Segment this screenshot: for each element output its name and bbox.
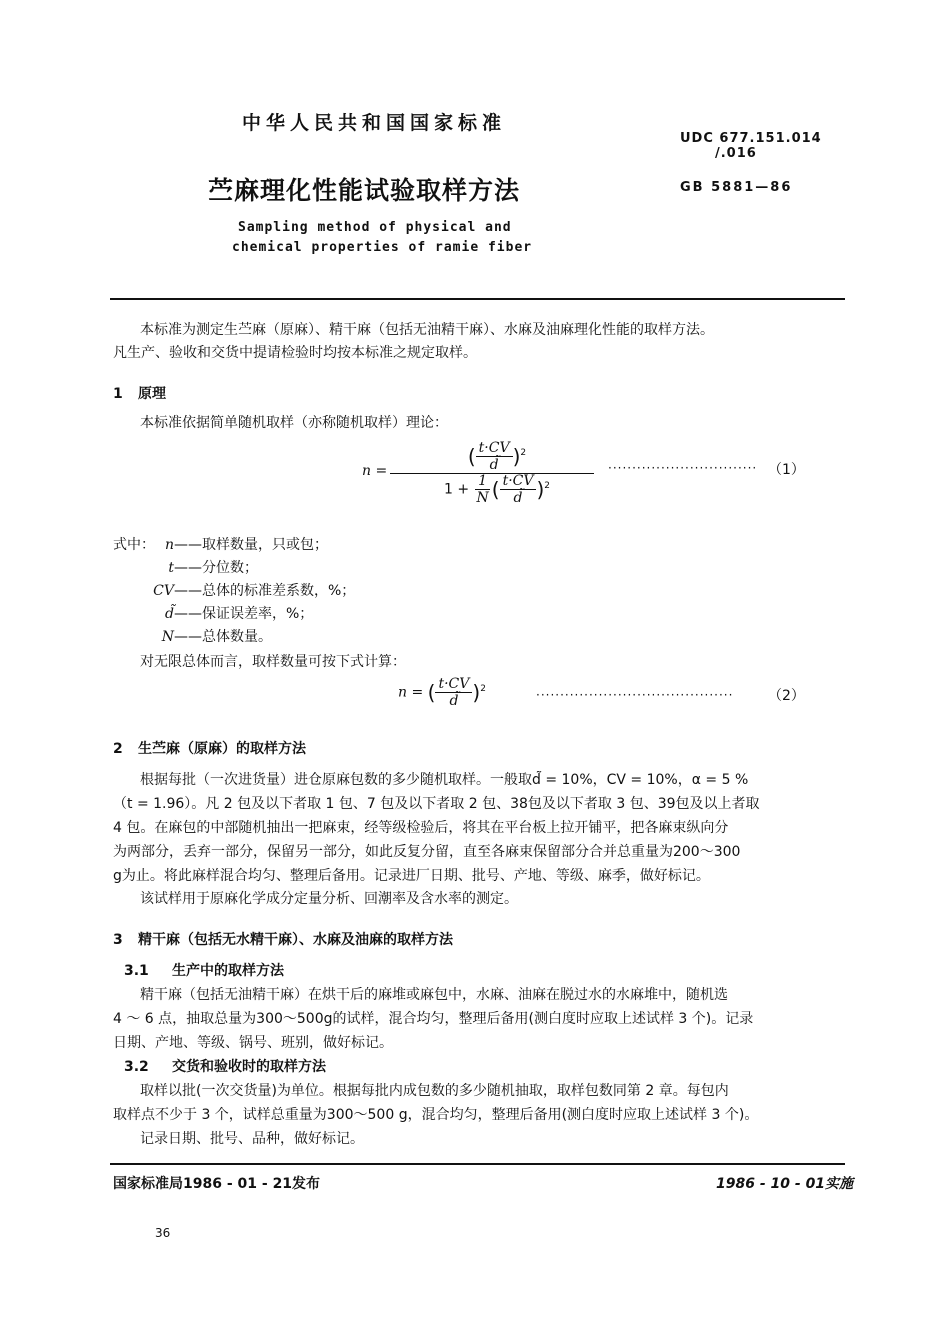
sec3-1-line-3: 日期、产地、等级、锅号、班别，做好标记。 — [113, 1035, 393, 1051]
eq1-label: （1） — [768, 462, 805, 478]
udc-code-line1: UDC 677.151.014 — [680, 131, 822, 146]
var-row-n — [160, 535, 328, 556]
sec2-number: 2 — [113, 741, 123, 757]
var-symbol: n — [164, 537, 174, 553]
sec3-1-title: 生产中的取样方法 — [172, 963, 284, 979]
subtitle-en-line1: Sampling method of physical and — [238, 220, 512, 235]
sec3-2-line-1: 取样以批(一次交货量)为单位。根据每批内成包数的多少随机抽取，取样包数同第 2 章。每包内 — [140, 1083, 729, 1099]
var-desc: ——保证误差率，%； — [174, 606, 314, 622]
equation-1 — [362, 440, 594, 510]
intro-line-2: 凡生产、验收和交货中提请检验时均按本标准之规定取样。 — [113, 345, 477, 361]
var-row-d — [160, 604, 313, 625]
sec3-2-line-3: 记录日期、批号、品种，做好标记。 — [140, 1131, 364, 1147]
sec2-line-4: 为两部分，丢弃一部分，保留另一部分，如此反复分留，直至各麻束保留部分合并总重量为200～300 — [113, 844, 741, 860]
sec1-title: 原理 — [138, 386, 166, 402]
var-desc: ——总体的标准差系数，%； — [174, 583, 356, 599]
sec2-title: 生苎麻（原麻）的取样方法 — [138, 741, 306, 757]
eq1-leader-dots: ······························· — [608, 461, 758, 475]
udc-code-line2: /.016 — [715, 146, 757, 161]
eq2-lhs: n = — [398, 684, 428, 701]
infinite-text: 对无限总体而言，取样数量可按下式计算： — [140, 654, 406, 670]
sec3-1-line-2: 4 ～ 6 点，抽取总量为300～500g的试样，混合均匀，整理后备用(测白度时应取上述试样 3 个)。记录 — [113, 1011, 754, 1027]
sec2-line-6: 该试样用于原麻化学成分定量分析、回潮率及含水率的测定。 — [140, 891, 518, 907]
sec3-2-line-2: 取样点不少于 3 个，试样总重量为300～500 g，混合均匀，整理后备用(测白度时应取上述试样 3 个)。 — [113, 1107, 759, 1123]
page-number: 36 — [155, 1226, 171, 1240]
sec3-1-line-1: 精干麻（包括无油精干麻）在烘干后的麻堆或麻包中，水麻、油麻在脱过水的水麻堆中，随机选 — [140, 987, 728, 1003]
equation-2: n = ( $\frac{t\cdot CV}{d̃}$ )$^2$ — [398, 676, 486, 709]
issued-date: 国家标准局1986 - 01 - 21发布 — [113, 1176, 321, 1192]
var-desc: ——分位数； — [174, 560, 258, 576]
eq1-lhs: n = — [362, 463, 388, 479]
var-symbol: N — [161, 629, 174, 645]
sec2-line-5: g为止。将此麻样混合均匀、整理后备用。记录进厂日期、批号、产地、等级、麻季，做好标记。 — [113, 868, 710, 884]
sec1-text: 本标准依据简单随机取样（亦称随机取样）理论： — [140, 415, 448, 431]
var-row-N — [160, 627, 272, 648]
eq1-denominator: 1 + $\frac{1}{N}$ ( $\frac{t\cdot CV}{d̃}$ )$^2$ — [443, 473, 551, 506]
sec3-title: 精干麻（包括无水精干麻）、水麻及油麻的取样方法 — [138, 932, 453, 948]
intro-line-1: 本标准为测定生苎麻（原麻）、精干麻（包括无油精干麻）、水麻及油麻理化性能的取样方法。 — [140, 322, 714, 338]
sec3-1-number: 3.1 — [124, 963, 149, 979]
sec2-line-1: 根据每批（一次进货量）进仓原麻包数的多少随机取样。一般取d̃ = 10%，CV = 10%，α = 5 % — [140, 772, 749, 788]
var-symbol: d̃ — [165, 606, 174, 622]
sec3-2-number: 3.2 — [124, 1059, 149, 1075]
eq1-numerator: ( $\frac{t\cdot CV}{d̃}$ )$^2$ — [467, 440, 527, 473]
where-prefix: 式中： — [113, 537, 155, 553]
subtitle-en-line2: chemical properties of ramie fiber — [232, 240, 533, 255]
var-symbol: t — [168, 560, 174, 576]
sec1-number: 1 — [113, 386, 123, 402]
footer-rule — [110, 1163, 845, 1165]
var-desc: ——总体数量。 — [174, 629, 272, 645]
sec3-number: 3 — [113, 932, 123, 948]
org-title: 中华人民共和国国家标准 — [242, 112, 507, 134]
sec2-line-3: 4 包。在麻包的中部随机抽出一把麻束，经等级检验后，将其在平台板上拉开铺平，把各麻束纵向分 — [113, 820, 729, 836]
var-row-cv — [150, 581, 355, 602]
document-title: 苎麻理化性能试验取样方法 — [208, 176, 521, 205]
sec2-line-2: （t = 1.96）。凡 2 包及以下者取 1 包、7 包及以下者取 2 包、38包及以下者取 3 包、39包及以上者取 — [113, 796, 760, 812]
var-desc: ——取样数量，只或包； — [174, 537, 328, 553]
var-row-t — [160, 558, 258, 579]
effective-date: 1986 - 10 - 01实施 — [716, 1176, 854, 1192]
var-symbol: CV — [153, 583, 174, 599]
eq2-label: （2） — [768, 688, 805, 704]
header-rule — [110, 298, 845, 300]
eq2-leader-dots: ········································· — [536, 688, 734, 702]
gb-code: GB 5881—86 — [680, 180, 793, 195]
sec3-2-title: 交货和验收时的取样方法 — [172, 1059, 326, 1075]
